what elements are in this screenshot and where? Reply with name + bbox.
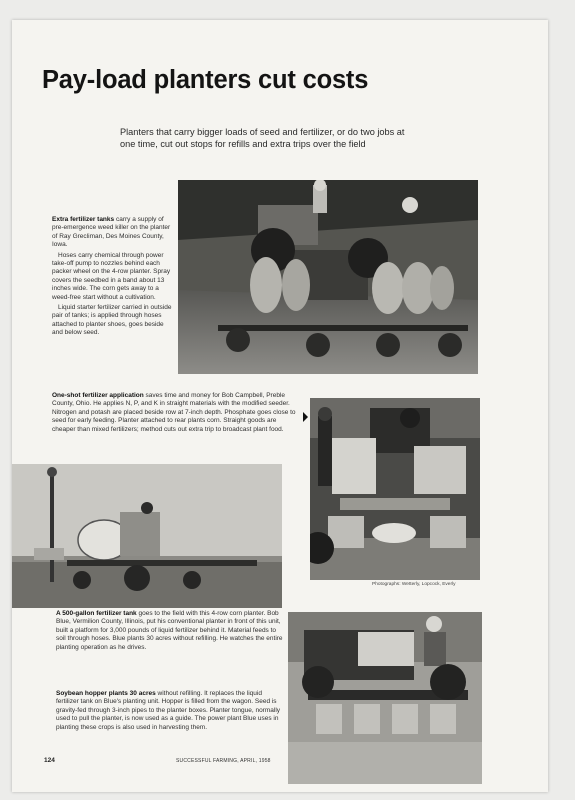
caption-extra-fertilizer-tanks-text-3: Liquid starter fertilizer carried in outside pair of tanks; is applied through hoses attached to planter shoes, goes beside and below seed. bbox=[52, 304, 172, 337]
article-headline: Pay-load planters cut costs bbox=[42, 66, 369, 94]
caption-soybean-hopper bbox=[56, 690, 282, 734]
article-deck: Planters that carry bigger loads of seed and fertilizer, or do two jobs at one time, cut out stops for refills and extra trips over the field bbox=[120, 127, 405, 150]
caption-500-gallon-text: goes to the field with this 4-row corn planter. Bob Blue, Vermilion County, Illinois, put his conventional planter in front of this unit, built a platform for 3,000 pounds of liquid fertilizer behind it. Material feeds to soil through hoses. Blue plants 30 acres without refilling. He watches the entire planting operation as he drives. bbox=[56, 610, 283, 651]
photo-one-shot-seeder bbox=[310, 398, 480, 580]
caption-one-shot-lead: One-shot fertilizer application bbox=[52, 392, 144, 399]
caption-extra-fertilizer-tanks bbox=[52, 216, 172, 340]
photo-soybean-hopper bbox=[288, 612, 482, 784]
photo-500-gallon-tank-image bbox=[12, 464, 282, 608]
caption-one-shot-text: saves time and money for Bob Campbell, Preble County, Ohio. He applies N, P, and K in straight materials with the modified seeder. Nitrogen and potash are placed beside row at 7-inch depth. Phosphate goes close to seed for early feeding. Planter attached to rear plants corn. Straight goods are cheaper than mixed fertilizers; method cuts out extra trip to broadcast plant food. bbox=[52, 392, 296, 433]
caption-500-gallon-tank bbox=[56, 610, 284, 654]
caption-soybean-text: without refilling. It replaces the liquid fertilizer tank on Blue's planting unit. Hopper is filled from the wagon. Seed is gravity-fed through 3-inch pipes to the planter boxes. Planter tongue, normally used to pull the planter, is now used as a guide. The power plant Blue uses in planting these crops is also used in harvesting them. bbox=[56, 690, 281, 731]
photo-tractor-fertilizer-tanks bbox=[178, 180, 478, 374]
photo-500-gallon-tank bbox=[12, 464, 282, 608]
caption-one-shot-fertilizer bbox=[52, 392, 300, 436]
caption-500-gallon-lead: A 500-gallon fertilizer tank bbox=[56, 610, 137, 617]
photo-one-shot-seeder-image bbox=[310, 398, 480, 580]
photo-soybean-hopper-image bbox=[288, 612, 482, 784]
photo-credit: Photographs: Wetterly, Lopcock, Everly bbox=[372, 582, 456, 587]
caption-soybean-lead: Soybean hopper plants 30 acres bbox=[56, 690, 156, 697]
caption-extra-fertilizer-tanks-text-1: carry a supply of pre-emergence weed killer on the planter of Ray Grecliman, Des Moines County, Iowa. bbox=[52, 216, 171, 249]
arrow-pointing-right-icon bbox=[303, 412, 308, 422]
caption-extra-fertilizer-tanks-text-2: Hoses carry chemical through power take-off pump to nozzles behind each packer wheel on the 4-row planter. Spray covers the seedbed in a band about 13 inches wide. The corn gets away to a weed-free start without a cultivation. bbox=[52, 251, 171, 301]
caption-extra-fertilizer-tanks-lead: Extra fertilizer tanks bbox=[52, 216, 115, 223]
page-number: 124 bbox=[44, 757, 55, 764]
publication-footer: SUCCESSFUL FARMING, APRIL, 1958 bbox=[176, 758, 271, 764]
photo-tractor-fertilizer-tanks-image bbox=[178, 180, 478, 374]
